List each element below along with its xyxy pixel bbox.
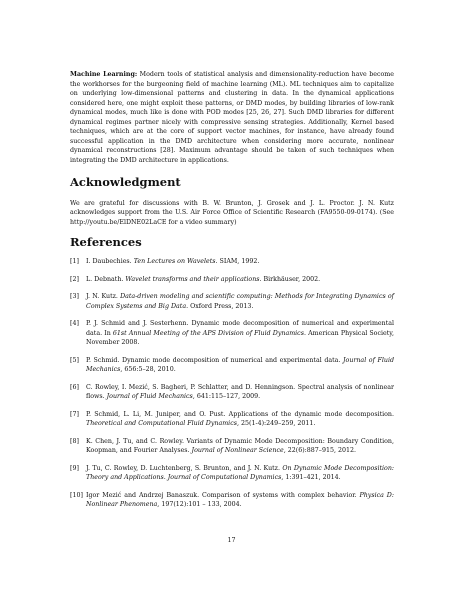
- reference-item: [70, 257, 394, 266]
- reference-item: [70, 464, 394, 483]
- reference-volume: 22(6):887–915, 2012.: [287, 447, 356, 454]
- reference-authors: C. Rowley, I. Mezić, S. Bagheri, P. Schlatter, and D. Henningson. Spectral analysis of nonlinear flows.: [86, 383, 394, 400]
- paragraph-text: Modern tools of statistical analysis and dimensionality-reduction have become the workhorses for the burgeoning field of machine learning (ML). ML techniques aim to capitalize on underlying low-dimensional patterns and clustering in data. In the dynamical applications considered here, one might exploit these patterns, or DMD modes, by building libraries of low-rank dynamical modes, much like is done with POD modes [25, 26, 27]. Such DMD libraries for different dynamical regimes partner nicely with compressive sensing strategies. Additionally, Kernel based techniques, which are at the core of support vector machines, for instance, have already found successful application in the DMD architecture when considering more accurate, nonlinear dynamical reconstructions [28]. Maximum advantage should be taken of such techniques when integrating the DMD architecture in applications.: [70, 71, 394, 164]
- reference-venue: 61st Annual Meeting of the APS Division of Fluid Dynamics.: [112, 329, 306, 337]
- reference-journal: Theoretical and Computational Fluid Dynamics,: [86, 420, 239, 427]
- reference-volume: 1:391–421, 2014.: [285, 474, 341, 481]
- reference-number: [6]: [70, 383, 79, 391]
- reference-number: [4]: [70, 320, 79, 328]
- reference-title: Ten Lectures on Wavelets.: [133, 258, 218, 265]
- reference-number: [1]: [70, 258, 79, 265]
- reference-title: Data-driven modeling and scientific computing: Methods for Integrating Dynamics of Complex Systems and Big Data.: [86, 293, 394, 310]
- reference-volume: 656:5–28, 2010.: [124, 366, 176, 373]
- reference-number: [7]: [70, 410, 79, 418]
- acknowledgment-text: We are grateful for discussions with B. W. Brunton, J. Grosek and J. L. Proctor. J. N. Kutz acknowledges support from the U.S. Air Force Office of Scientific Research (FA9550-09-0174). (See http://youtu.be/ElDNE02LaCE for a video summary): [70, 200, 394, 226]
- reference-number: [5]: [70, 356, 79, 364]
- reference-number: [2]: [70, 275, 79, 283]
- references-heading: References: [70, 235, 142, 249]
- reference-authors: P. Schmid, L. Li, M. Juniper, and O. Pust. Applications of the dynamic mode decomposition.: [86, 410, 394, 418]
- reference-number: [3]: [70, 293, 79, 301]
- acknowledgment-heading: Acknowledgment: [70, 175, 181, 189]
- reference-authors: J. N. Kutz.: [86, 293, 118, 301]
- page-number: 17: [227, 537, 236, 544]
- reference-authors: P. Schmid. Dynamic mode decomposition of numerical and experimental data.: [86, 356, 341, 364]
- reference-publisher: Oxford Press, 2013.: [190, 302, 254, 310]
- reference-authors: Igor Mezić and Andrzej Banaszuk. Comparison of systems with complex behavior.: [86, 491, 357, 499]
- reference-journal: Journal of Nonlinear Science,: [191, 447, 286, 454]
- reference-item: [70, 356, 394, 375]
- reference-item: [70, 275, 394, 284]
- machine-learning-paragraph: [70, 70, 394, 165]
- reference-item: [70, 292, 394, 311]
- reference-publisher: Birkhäuser, 2002.: [263, 275, 321, 283]
- reference-list: [70, 257, 394, 518]
- reference-item: [70, 383, 394, 402]
- reference-title: On Dynamic Mode Decomposition: Theory and Applications. Journal of Computational Dynamics,: [86, 464, 394, 481]
- reference-authors: P. J. Schmid and J. Sesterhenn. Dynamic mode decomposition of numerical and experimental data. In: [86, 320, 394, 337]
- reference-publisher: SIAM, 1992.: [219, 258, 260, 265]
- reference-item: [70, 437, 394, 456]
- reference-item: [70, 410, 394, 429]
- reference-authors: J. Tu, C. Rowley, D. Luchtenberg, S. Brunton, and J. N. Kutz.: [86, 464, 280, 472]
- reference-item: [70, 319, 394, 347]
- reference-volume: 641:115–127, 2009.: [196, 393, 261, 400]
- reference-journal: Physica D: Nonlinear Phenomena,: [86, 491, 394, 508]
- reference-volume: 197(12):101 – 133, 2004.: [161, 501, 242, 508]
- reference-number: [8]: [70, 437, 79, 445]
- reference-publisher: American Physical Society, November 2008.: [86, 329, 394, 346]
- reference-number: [9]: [70, 464, 79, 472]
- reference-item: [70, 491, 394, 510]
- reference-authors: I. Daubechies.: [86, 258, 132, 265]
- paragraph-lead: Machine Learning:: [70, 71, 138, 78]
- reference-number: [10]: [70, 491, 83, 499]
- reference-journal: Journal of Fluid Mechanics,: [106, 393, 195, 400]
- reference-journal: Journal of Fluid Mechanics,: [86, 356, 394, 373]
- reference-authors: K. Chen, J. Tu, and C. Rowley. Variants of Dynamic Mode Decomposition: Boundary Condition, Koopman, and Fourier Analyses.: [86, 437, 394, 454]
- reference-title: Wavelet transforms and their applications.: [125, 275, 262, 283]
- reference-authors: L. Debnath.: [86, 275, 124, 283]
- reference-volume: 25(1-4):249–259, 2011.: [240, 420, 316, 427]
